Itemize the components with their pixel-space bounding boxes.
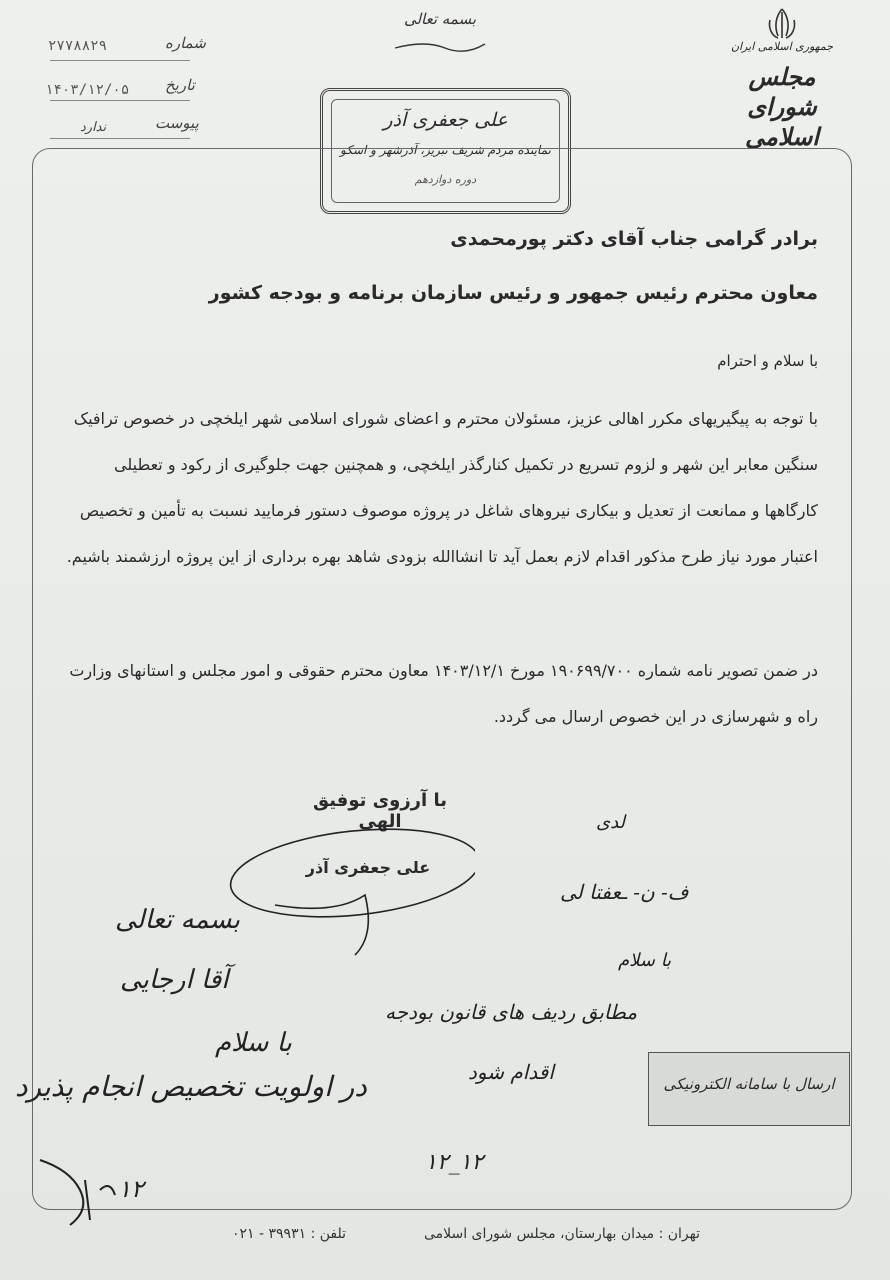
- handwritten-right-4: مطابق ردیف های قانون بودجه: [385, 1000, 638, 1024]
- addressee-line-1: برادر گرامی جناب آقای دکتر پورمحمدی: [450, 228, 818, 250]
- handwritten-left-bottom: ۱۲: [118, 1175, 144, 1203]
- attachment-value: ندارد: [80, 120, 107, 135]
- number-underline: [50, 60, 190, 61]
- handwritten-right-3: با سلام: [618, 950, 672, 971]
- handwritten-left-mid: آقا ارجایی: [120, 965, 229, 995]
- parliament-logo: [712, 6, 852, 151]
- addressee-line-2: معاون محترم رئیس جمهور و رئیس سازمان برنامه و بودجه کشور: [208, 282, 818, 304]
- attachment-underline: [50, 138, 190, 139]
- handwritten-left-salam: با سلام: [215, 1028, 292, 1058]
- bismillah: بسمه تعالی: [403, 10, 477, 28]
- signature-name: علی جعفری آذر: [305, 858, 431, 877]
- stamp-text: ارسال با سامانه الکترونیکی: [663, 1075, 835, 1093]
- logo-country: جمهوری اسلامی ایران: [730, 40, 834, 53]
- bismillah-flourish: [385, 18, 495, 58]
- date-label: تاریخ: [165, 76, 195, 94]
- number-label: شماره: [165, 34, 206, 52]
- footer-telephone: تلفن : ۳۹۹۳۱ - ۰۲۱: [232, 1226, 347, 1242]
- handwritten-left-action: در اولویت تخصیص انجام پذیرد: [15, 1070, 367, 1103]
- emblem-icon: [762, 6, 802, 42]
- handwritten-right-5: اقدام شود: [468, 1060, 554, 1084]
- handwritten-left-mark: [30, 1150, 130, 1230]
- logo-title: مجلس شورای اسلامی: [745, 63, 819, 151]
- handwritten-left-top: بسمه تعالی: [115, 905, 240, 935]
- handwritten-right-2: ف- ن- ـعفتا لی: [560, 880, 689, 904]
- handwritten-right-date: ۱۲_۱۲: [425, 1150, 484, 1175]
- closing: با آرزوی توفیق الهی: [312, 790, 448, 832]
- date-underline: [50, 100, 190, 101]
- footer-address: تهران : میدان بهارستان، مجلس شورای اسلامی: [423, 1226, 700, 1242]
- paragraph-2: در ضمن تصویر نامه شماره ۱۹۰۶۹۹/۷۰۰ مورخ ۱۴۰۳/۱۲/۱ معاون محترم حقوقی و امور مجلس و استانهای وزارت راه و شهرسازی در این خصوص ارسال می گردد.: [69, 661, 818, 726]
- greeting: با سلام و احترام: [717, 352, 818, 370]
- emblem-representative: نماینده مردم شریف تبریز، آذرشهر و اسکو: [340, 143, 551, 157]
- emblem-term: دوره دوازدهم: [414, 173, 477, 186]
- signature-scribble: [215, 815, 475, 965]
- number-value: ۲۷۷۸۸۲۹: [48, 38, 108, 54]
- emblem-name: علی جعفری آذر: [383, 109, 508, 131]
- attachment-label: پیوست: [155, 114, 199, 132]
- paragraph-1: با توجه به پیگیریهای مکرر اهالی عزیز، مسئولان محترم و اعضای شورای اسلامی شهر ایلخچی در خصوص ترافیک سنگین معابر این شهر و لزوم تسریع در تکمیل کنارگذر ایلخچی، و همچنین جهت جلوگیری از رکود و تعطیلی کارگاهها و ممانعت از تعدیل و بیکاری نیروهای شاغل در پروژه موصوف دستور فرمایید نسبت به تأمین و تخصیص اعتبار مورد نیاز طرح مذکور اقدام لازم بعمل آید تا انشاالله بزودی شاهد بهره برداری از این پروژه ارزشمند باشیم.: [66, 409, 818, 566]
- handwritten-right-1: لدی: [596, 812, 626, 833]
- electronic-dispatch-stamp: [648, 1052, 850, 1126]
- date-value: ۱۴۰۳/۱۲/۰۵: [45, 82, 130, 98]
